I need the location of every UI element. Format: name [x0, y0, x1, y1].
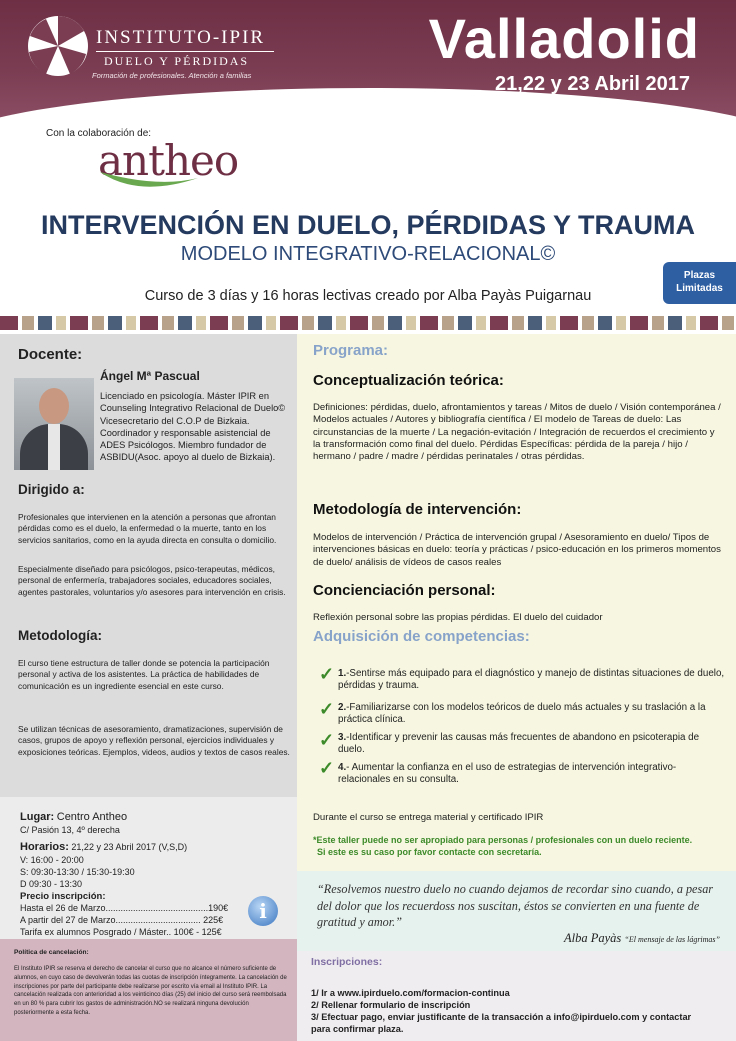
competencia-item: 4.- Aumentar la confianza en el uso de estrategias de intervención integrativo-relacionales en su consulta.	[338, 762, 677, 786]
concienciacion-heading: Concienciación personal:	[313, 582, 496, 599]
competencia-item: 2.-Familiarizarse con los modelos teóricos de duelo más actuales y su traslación a la práctica clínica.	[338, 702, 706, 726]
docente-name: Ángel Mª Pascual	[100, 369, 200, 383]
concienciacion-text: Reflexión personal sobre las propias pérdidas. El duelo del cuidador	[313, 612, 603, 623]
right-column	[297, 334, 736, 871]
quote-author: Alba Payàs “El mensaje de las lágrimas”	[564, 931, 720, 945]
competencia-item: 1.-Sentirse más equipado para el diagnóstico y manejo de distintas situaciones de duelo, pérdidas y trauma.	[338, 668, 725, 692]
check-icon: ✓	[319, 664, 335, 684]
main-title: INTERVENCIÓN EN DUELO, PÉRDIDAS Y TRAUMA	[40, 210, 696, 240]
left-column	[0, 334, 297, 797]
check-icon: ✓	[319, 699, 335, 719]
check-icon: ✓	[319, 730, 335, 750]
cancellation-policy	[0, 939, 297, 1041]
address: C/ Pasión 13, 4º derecha	[20, 825, 120, 835]
metodologia-paragraph-1: El curso tiene estructura de taller donde se potencia la participación personal y activa de los asistentes. La práctica de habilidades de comunicación es un ingrediente esencial en este curso.	[18, 658, 270, 691]
docente-photo	[14, 378, 94, 470]
metodologia-intervencion-heading: Metodología de intervención:	[313, 501, 522, 518]
badge-line-2: Limitadas	[676, 283, 723, 294]
sub-title: MODELO INTEGRATIVO-RELACIONAL©	[180, 243, 556, 265]
inscripcion-step-2: 2/ Rellenar formulario de inscripción	[311, 1000, 471, 1010]
antheo-logo: antheo	[98, 136, 239, 185]
inscripcion-step-1[interactable]: 1/ Ir a www.ipirduelo.com/formacion-continua	[311, 988, 510, 998]
conceptualizacion-heading: Conceptualización teórica:	[313, 372, 504, 389]
info-icon[interactable]: i	[248, 896, 278, 926]
dirigido-heading: Dirigido a:	[18, 482, 85, 497]
course-description: Curso de 3 días y 16 horas lectivas creado por Alba Payàs Puigarnau	[144, 288, 592, 304]
decorative-stripe	[0, 316, 736, 330]
warning-note: *Este taller puede no ser apropiado para personas / profesionales con un duelo reciente. Si este es su caso por favor contacte con secretaría.	[313, 835, 693, 857]
collab-label: Con la colaboración de:	[46, 128, 152, 139]
policy-text: El Instituto IPIR se reserva el derecho de cancelar el curso que no alcance el número suficiente de alumnos, en cuyo caso de devolverán todas las cuotas de inscripción íntegramente. La cancelación de inscripciones por parte del participante debe realizarse por escrito vía email al Instituto IPIR. La cancelación realizada con anterioridad a los veinticinco días (25) del inicio del curso será reembolsada en un 80 % para cubrir los gastos de administración.NO se realizará ninguna devolución posteriormente a esta fecha.	[14, 966, 287, 1016]
org-name: INSTITUTO-IPIR	[96, 27, 266, 48]
leaf-icon	[98, 168, 208, 192]
inscripcion-step-3: 3/ Efectuar pago, enviar justificante de la transacción a info@ipirduelo.com y contactar	[311, 1012, 692, 1022]
city-title: Valladolid	[428, 7, 700, 70]
horario-domingo: D 09:30 - 13:30	[20, 879, 83, 889]
policy-title: Política de cancelación:	[14, 949, 89, 956]
inscripcion-step-3-cont: para confirmar plaza.	[311, 1024, 404, 1034]
docente-heading: Docente:	[18, 346, 83, 363]
inscripciones-heading: Inscripciones:	[311, 956, 383, 968]
event-dates: 21,22 y 23 Abril 2017	[495, 73, 690, 95]
quote-text: “Resolvemos nuestro duelo no cuando dejamos de recordar sino cuando, a pesar del dolor que los recuerdoss nos suscitan, éstos se convierten en una fuente de gratitud y amor.”	[317, 882, 714, 929]
badge-line-1: Plazas	[683, 270, 716, 281]
conceptualizacion-text: Definiciones: pérdidas, duelo, afrontamientos y tareas / Mitos de duelo / Visión contemporánea / Modelos actuales / Autores y bibliografía científica / El modelo de Tareas de duelo: Las circunstancias de la muerte / La negación-evitación / Integración de recuerdos el crecimiento y la transformación como final del duelo. Pérdidas Específicas: pérdida de la pareja / hijo / hermano / padre / madre / pérdidas perinatales / otras pérdidas.	[313, 402, 721, 463]
horarios: Horarios: 21,22 y 23 Abril 2017 (V,S,D)	[20, 841, 188, 853]
horario-viernes: V: 16:00 - 20:00	[20, 855, 84, 865]
quote-box	[297, 871, 736, 951]
competencias-heading: Adquisición de competencias:	[313, 628, 530, 645]
precio-1: Hasta el 26 de Marzo.........................................190€	[20, 903, 229, 913]
precio-3: Tarifa ex alumnos Posgrado / Máster.. 100€ - 125€	[20, 927, 222, 937]
org-subtitle: DUELO Y PÉRDIDAS	[104, 54, 250, 68]
precio-2: A partir del 27 de Marzo.................................. 225€	[20, 915, 224, 925]
dirigido-paragraph-2: Especialmente diseñado para psicólogos, psico-terapeutas, médicos, personal de enfermería, trabajadores sociales, educadores sociales, agentes pastorales, voluntarios y/o asesores para intervención en crisis.	[18, 564, 286, 597]
competencia-item: 3.-Identificar y prevenir las causas más frecuentes de abandono en psicoterapia de duelo.	[338, 732, 700, 756]
dirigido-paragraph-1: Profesionales que intervienen en la atención a personas que afrontan pérdidas como es el duelo, la enfermedad o la muerte, tanto en los servicios sanitarios, como en la ayuda directa en consulta o domicilio.	[18, 512, 277, 545]
inscripciones-box	[297, 951, 736, 1041]
check-icon: ✓	[319, 758, 335, 778]
precio-heading: Precio inscripción:	[20, 891, 106, 902]
metodologia-intervencion-text: Modelos de intervención / Práctica de intervención grupal / Asesoramiento en duelo/ Tipos de intervenciones básicas en duelo: teoría y prácticas / psico-educación en los primeros momentos de duelo/ análisis de vídeos de casos reales	[313, 532, 721, 568]
ipir-logo-icon	[26, 14, 90, 78]
material-note: Durante el curso se entrega material y certificado IPIR	[313, 812, 544, 823]
docente-bio: Licenciado en psicología. Máster IPIR en Counseling Integrativo Relacional de Duelo© Vicesecretario del C.O.P de Bizkaia. Coordinador y responsable asistencial de ADES Psicólogos. Miembro fundador de ASBIDU(Asoc. apoyo al duelo de Bizkaia).	[100, 391, 286, 463]
horario-sabado: S: 09:30-13:30 / 15:30-19:30	[20, 867, 135, 877]
org-tagline: Formación de profesionales. Atención a familias	[92, 71, 252, 80]
plazas-limitadas-badge	[663, 262, 736, 304]
metodologia-heading: Metodología:	[18, 628, 102, 643]
lugar: Lugar: Centro Antheo	[20, 811, 128, 823]
org-divider	[96, 51, 274, 52]
header-banner	[0, 0, 736, 118]
metodologia-paragraph-2: Se utilizan técnicas de asesoramiento, dramatizaciones, supervisión de casos, grupos de apoyo y reflexión personal, ejercicios individuales y exposiciones teóricas. Ejemplos, videos, audios y textos de casos reales.	[18, 724, 290, 757]
programa-heading: Programa:	[313, 342, 389, 359]
